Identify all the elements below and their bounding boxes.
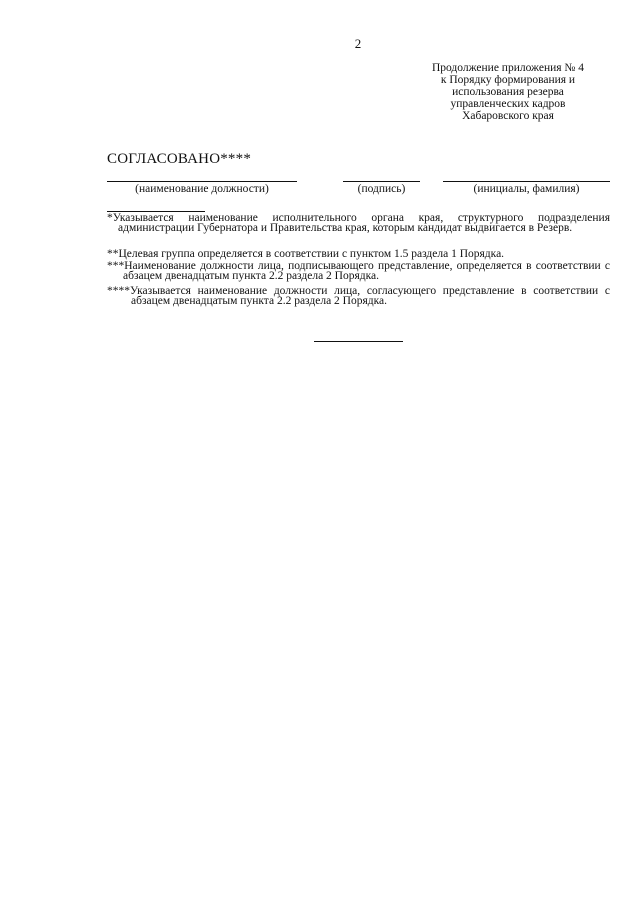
name-signature-line xyxy=(443,181,610,182)
appendix-note-line: использования резерва xyxy=(452,86,564,98)
footnote-text: ****Указывается наименование должности лица, согласующего представление в соответствии с абзацем двенадцатым пункта 2.2 раздела 2 Порядка. xyxy=(107,285,610,307)
appendix-note xyxy=(410,62,606,122)
approval-title: СОГЛАСОВАНО**** xyxy=(107,151,252,167)
position-signature-line xyxy=(107,181,297,182)
position-label: (наименование должности) xyxy=(135,183,269,195)
appendix-note-line: Продолжение приложения № 4 xyxy=(431,62,585,74)
footnote-2 xyxy=(107,249,610,259)
footnote-text: **Целевая группа определяется в соответствии с пунктом 1.5 раздела 1 Порядка. xyxy=(107,248,505,260)
appendix-note-line: управленческих кадров xyxy=(450,98,566,110)
page-number: 2 xyxy=(354,36,362,51)
footnote-3 xyxy=(107,261,610,281)
appendix-note-line: к Порядку формирования и xyxy=(440,74,576,86)
signature-line xyxy=(343,181,420,182)
appendix-note-line: Хабаровского края xyxy=(462,110,554,122)
footnote-text: *Указывается наименование исполнительного органа края, структурного подразделения администрации Губернатора и Правительства края, которым кандидат выдвигается в Резерв. xyxy=(107,212,610,234)
footnote-text: ***Наименование должности лица, подписывающего представление, определяется в соответствии с абзацем двенадцатым пункта 2.2 раздела 2 Порядка. xyxy=(107,260,610,282)
signature-label: (подпись) xyxy=(357,183,406,195)
end-of-section-rule xyxy=(314,341,403,342)
name-label: (инициалы, фамилия) xyxy=(473,183,580,195)
footnote-1 xyxy=(107,213,610,233)
footnote-4 xyxy=(107,286,610,306)
